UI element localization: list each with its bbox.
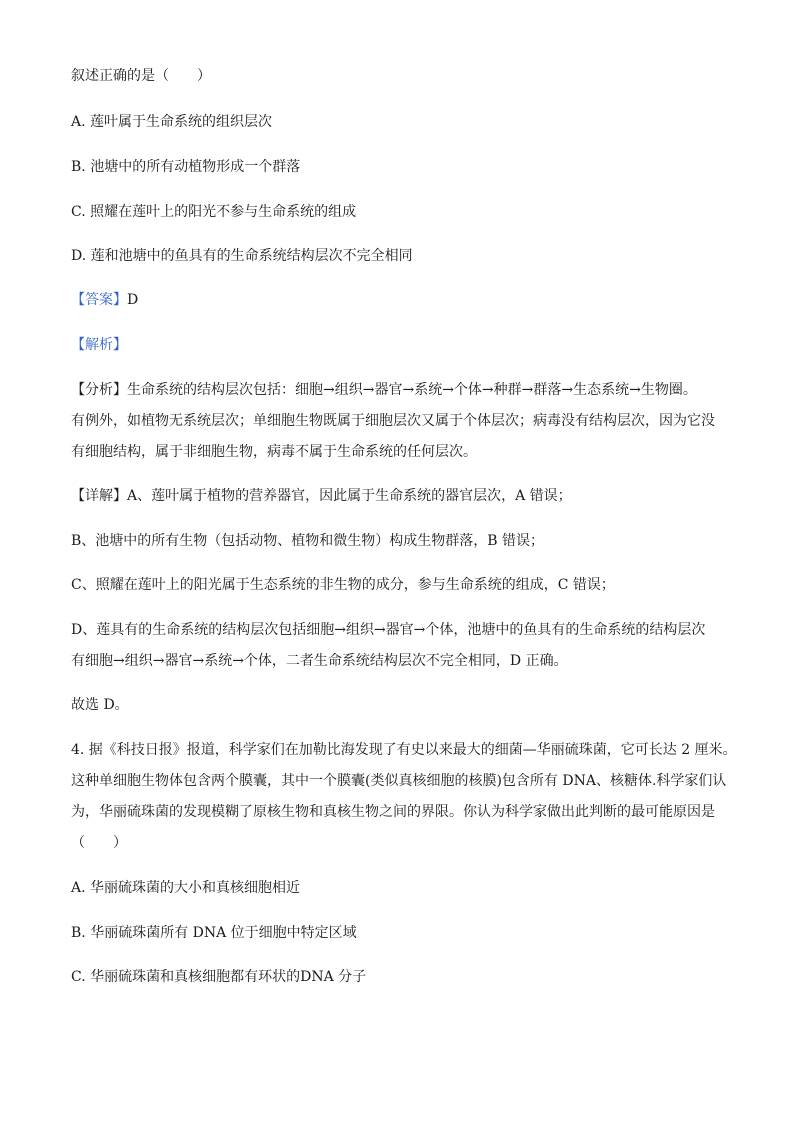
q4-option-b: B. 华丽硫珠菌所有 DNA 位于细胞中特定区域 xyxy=(71,925,357,941)
fenxi-label: 【分析】 xyxy=(71,382,127,398)
option-d: D. 莲和池塘中的鱼具有的生命系统结构层次不完全相同 xyxy=(71,248,413,264)
analysis-label: 【解析】 xyxy=(71,337,127,353)
q4-option-a: A. 华丽硫珠菌的大小和真核细胞相近 xyxy=(71,880,301,896)
answer-line xyxy=(71,290,138,310)
q4-stem-line-2: 这种单细胞生物体包含两个膜囊，其中一个膜囊(类似真核细胞的核膜)包含所有 DNA、核糖体.科学家们认 xyxy=(71,773,727,789)
question-stem-tail: 叙述正确的是（ ） xyxy=(71,68,211,84)
q4-option-c: C. 华丽硫珠菌和真核细胞都有环状的DNA 分子 xyxy=(71,969,367,985)
xiangjie-text: A、莲叶属于植物的营养器官，因此属于生命系统的器官层次，A 错误； xyxy=(127,488,572,504)
q4-stem-line-3: 为，华丽硫珠菌的发现模糊了原核生物和真核生物之间的界限。你认为科学家做出此判断的最可能原因是 xyxy=(71,804,715,820)
xiangjie-label: 【详解】 xyxy=(71,488,127,504)
option-a: A. 莲叶属于生命系统的组织层次 xyxy=(71,114,273,130)
q4-stem-line-1: 4. 据《科技日报》报道，科学家们在加勒比海发现了有史以来最大的细菌—华丽硫珠菌，它可长达 2 厘米。 xyxy=(71,742,737,758)
answer-value: D xyxy=(127,292,139,308)
fenxi-line-1 xyxy=(71,380,697,400)
xiangjie-line-4: D、莲具有的生命系统的结构层次包括细胞→组织→器官→个体，池塘中的鱼具有的生命系统的结构层次 xyxy=(71,622,706,638)
xiangjie-line-1 xyxy=(71,486,572,506)
option-c: C. 照耀在莲叶上的阳光不参与生命系统的组成 xyxy=(71,204,357,220)
fenxi-text: 生命系统的结构层次包括：细胞→组织→器官→系统→个体→种群→群落→生态系统→生物圈。 xyxy=(127,382,697,398)
xiangjie-line-2: B、池塘中的所有生物（包括动物、植物和微生物）构成生物群落，B 错误； xyxy=(71,533,545,549)
xiangjie-line-5: 有细胞→组织→器官→系统→个体，二者生命系统结构层次不完全相同，D 正确。 xyxy=(71,653,568,669)
conclusion: 故选 D。 xyxy=(71,697,129,713)
option-b: B. 池塘中的所有动植物形成一个群落 xyxy=(71,159,301,175)
fenxi-line-2: 有例外，如植物无系统层次；单细胞生物既属于细胞层次又属于个体层次；病毒没有结构层次，因为它没 xyxy=(71,413,715,429)
q4-stem-line-4: （ ） xyxy=(71,835,127,851)
xiangjie-line-3: C、照耀在莲叶上的阳光属于生态系统的非生物的成分，参与生命系统的组成，C 错误； xyxy=(71,577,615,593)
fenxi-line-3: 有细胞结构，属于非细胞生物，病毒不属于生命系统的任何层次。 xyxy=(71,444,477,460)
answer-label: 【答案】 xyxy=(71,292,127,308)
